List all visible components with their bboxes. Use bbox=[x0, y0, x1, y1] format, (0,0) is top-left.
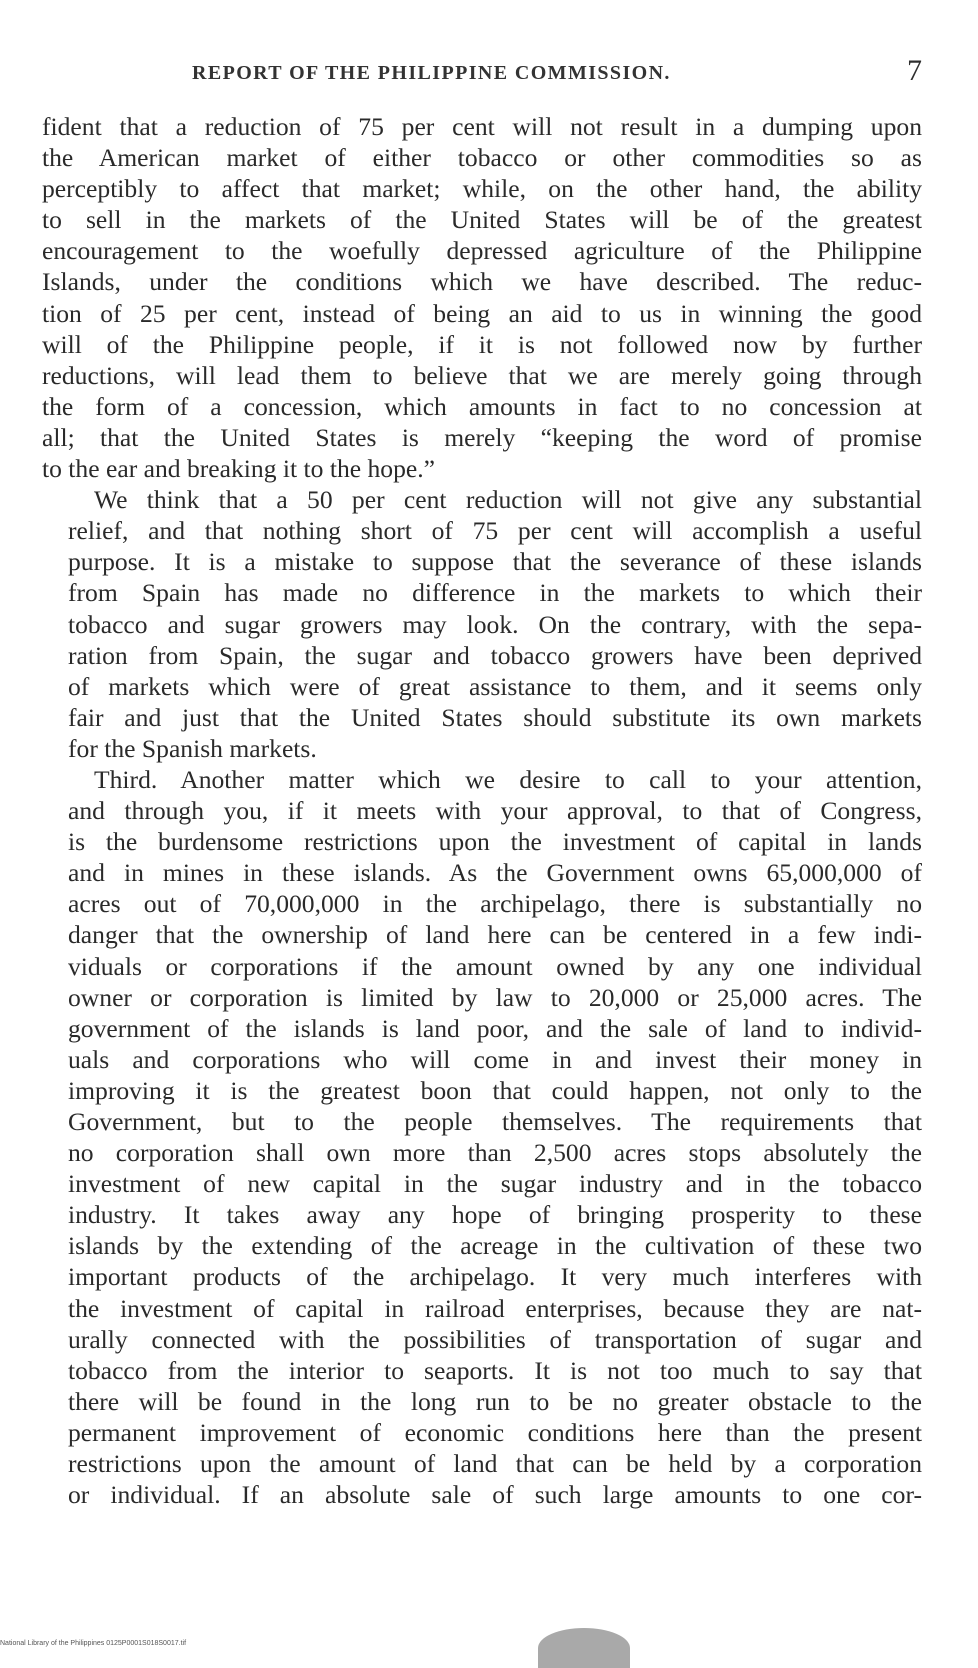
text-line: tobacco from the interior to seaports. It is not too much to say that bbox=[68, 1355, 922, 1385]
paragraph-3 bbox=[42, 764, 922, 1510]
text-line: tobacco and sugar growers may look. On the contrary, with the sepa- bbox=[68, 609, 922, 639]
text-line: Islands, under the conditions which we have described. The reduc- bbox=[42, 267, 922, 297]
text-line: the American market of either tobacco or other commodities so as bbox=[42, 143, 922, 173]
text-line: fident that a reduction of 75 per cent will not result in a dumping upon bbox=[42, 112, 922, 141]
text-line: to the ear and breaking it to the hope.” bbox=[42, 454, 436, 484]
text-line: will of the Philippine people, if it is not followed now by further bbox=[42, 329, 922, 359]
text-line: is the burdensome restrictions upon the investment of capital in lands bbox=[68, 827, 922, 857]
text-line: improving it is the greatest boon that could happen, not only to the bbox=[68, 1075, 922, 1105]
text-line: restrictions upon the amount of land that can be held by a corporation bbox=[68, 1449, 922, 1479]
text-line: there will be found in the long run to be no greater obstacle to the bbox=[68, 1386, 922, 1416]
paragraph-1 bbox=[42, 111, 922, 484]
text-line: all; that the United States is merely “keeping the word of promise bbox=[42, 422, 922, 452]
text-line: permanent improvement of economic conditions here than the present bbox=[68, 1417, 922, 1447]
text-line: to sell in the markets of the United States will be of the greatest bbox=[42, 205, 922, 235]
text-line: encouragement to the woefully depressed agriculture of the Philippine bbox=[42, 236, 922, 266]
text-line: islands by the extending of the acreage in the cultivation of these two bbox=[68, 1231, 922, 1261]
text-line: acres out of 70,000,000 in the archipelago, there is substantially no bbox=[68, 889, 922, 919]
text-line: investment of new capital in the sugar industry and in the tobacco bbox=[68, 1169, 922, 1199]
text-line: danger that the ownership of land here can be centered in a few indi- bbox=[68, 920, 922, 950]
text-line: perceptibly to affect that market; while, on the other hand, the ability bbox=[42, 174, 922, 204]
text-line: owner or corporation is limited by law to 20,000 or 25,000 acres. The bbox=[68, 982, 922, 1012]
text-line: the investment of capital in railroad enterprises, because they are nat- bbox=[68, 1293, 922, 1323]
text-line: reductions, will lead them to believe that we are merely going through bbox=[42, 360, 922, 390]
text-line: We think that a 50 per cent reduction will not give any substantial bbox=[94, 485, 922, 515]
text-line: viduals or corporations if the amount owned by any one individual bbox=[68, 951, 922, 981]
body-text bbox=[42, 111, 922, 1510]
text-line: purpose. It is a mistake to suppose that the severance of these islands bbox=[68, 547, 922, 577]
running-title: REPORT OF THE PHILIPPINE COMMISSION. bbox=[192, 62, 671, 84]
scan-stamp: National Library of the Philippines 0125P0001S018S0017.tif bbox=[0, 1640, 187, 1647]
text-line: Third. Another matter which we desire to call to your attention, bbox=[94, 764, 922, 794]
text-line: tion of 25 per cent, instead of being an aid to us in winning the good bbox=[42, 298, 922, 328]
text-line: and in mines in these islands. As the Government owns 65,000,000 of bbox=[68, 858, 922, 888]
text-line: urally connected with the possibilities of transportation of sugar and bbox=[68, 1324, 922, 1354]
paragraph-2 bbox=[42, 484, 922, 764]
text-line: industry. It takes away any hope of bringing prosperity to these bbox=[68, 1200, 922, 1230]
text-line: the form of a concession, which amounts in fact to no concession at bbox=[42, 391, 922, 421]
text-line: from Spain has made no difference in the markets to which their bbox=[68, 578, 922, 608]
text-line: government of the islands is land poor, and the sale of land to individ- bbox=[68, 1013, 922, 1043]
text-line: important products of the archipelago. It very much interferes with bbox=[68, 1262, 922, 1292]
text-line: ration from Spain, the sugar and tobacco growers have been deprived bbox=[68, 640, 922, 670]
text-line: and through you, if it meets with your approval, to that of Congress, bbox=[68, 796, 922, 826]
text-line: fair and just that the United States should substitute its own markets bbox=[68, 702, 922, 732]
text-line: or individual. If an absolute sale of such large amounts to one cor- bbox=[68, 1480, 922, 1510]
text-line: Government, but to the people themselves. The requirements that bbox=[68, 1107, 922, 1136]
page-number: 7 bbox=[907, 54, 922, 87]
text-line: uals and corporations who will come in and invest their money in bbox=[68, 1044, 922, 1074]
text-line: no corporation shall own more than 2,500 acres stops absolutely the bbox=[68, 1138, 922, 1168]
text-line: of markets which were of great assistance to them, and it seems only bbox=[68, 671, 922, 701]
text-line: for the Spanish markets. bbox=[68, 733, 317, 763]
text-line: relief, and that nothing short of 75 per cent will accomplish a useful bbox=[68, 516, 922, 546]
scan-artifact bbox=[538, 1628, 630, 1668]
running-head bbox=[42, 54, 922, 88]
